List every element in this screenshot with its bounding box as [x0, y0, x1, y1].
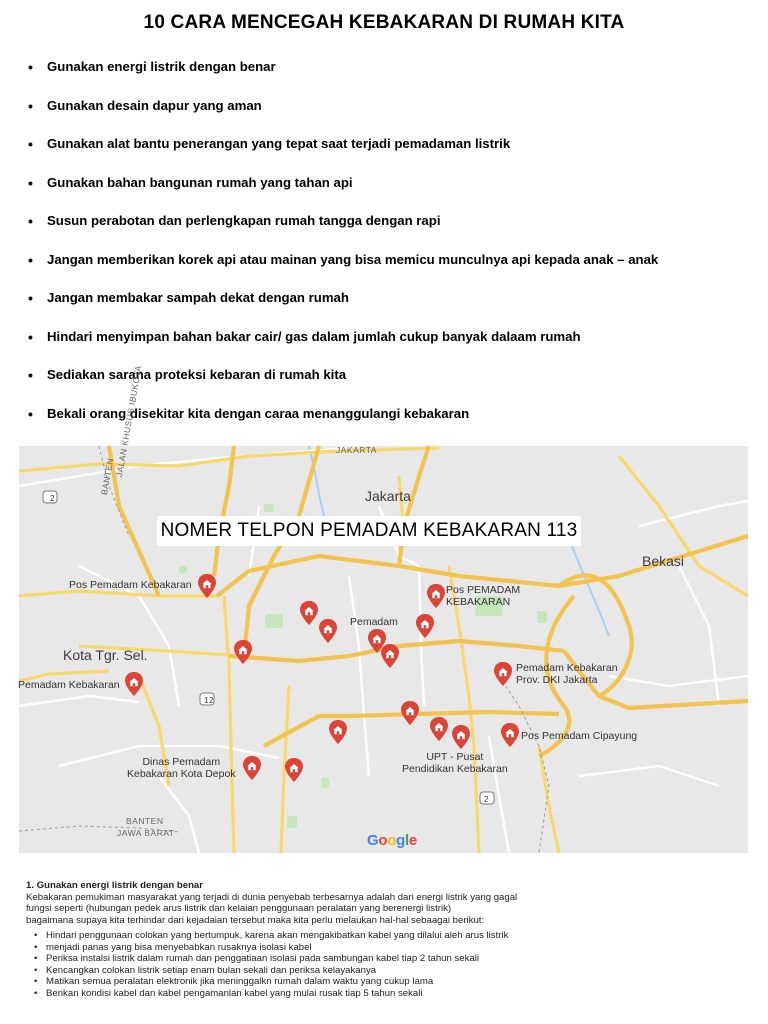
route-shield-label: 2	[50, 494, 55, 503]
bullet-item: • Berikan kondisi kabel dan kabel pengamanlan kabel yang mulai rusak tiap 5 tahun sekali	[34, 988, 746, 1000]
fire-station-pin-icon[interactable]	[198, 574, 216, 598]
place-label[interactable]: Pemadam	[350, 616, 398, 628]
fire-station-pin-icon[interactable]	[243, 756, 261, 780]
bullet-item: • menjadi panas yang bisa menyebabkan rusaknya isolasi kabel	[34, 942, 746, 954]
tip-item: • Sediakan sarana proteksi kebaran di rumah kita	[28, 365, 748, 404]
tip-item: • Gunakan bahan bangunan rumah yang tahan api	[28, 173, 748, 212]
bullet-list	[26, 930, 746, 999]
bullet-item: • Hindari penggunaan colokan yang bertumpuk, karena akan mengakibatkan kabel yang dilalui aleh arus listrik	[34, 930, 746, 942]
bullet-item: • Periksa instalsi listrik dalam rumah dan penggatiaan isolasi pada sambungan kabel tiap 2 tahun sekali	[34, 953, 746, 965]
tip-item: • Jangan membakar sampah dekat dengan rumah	[28, 288, 748, 327]
place-label[interactable]: Pos Pemadam Cipayung	[521, 730, 638, 742]
place-label[interactable]: UPT - Pusat Pendidikan Kebakaran	[402, 751, 508, 775]
place-label[interactable]: Pos Pemadam Kebakaran	[69, 579, 192, 591]
fire-station-pin-icon[interactable]	[125, 672, 143, 696]
place-label[interactable]: Dinas Pemadam Kebakaran Kota Depok	[127, 756, 236, 780]
fire-station-pin-icon[interactable]	[430, 717, 448, 741]
tip-item: • Jangan memberikan korek api atau mainan yang bisa memicu munculnya api kepada anak – anak	[28, 250, 748, 289]
section-heading: 1. Gunakan energi listrik dengan benar	[26, 880, 204, 891]
tip-item: • Gunakan energi listrik dengan benar	[28, 57, 748, 96]
tip-item: • Gunakan alat bantu penerangan yang tepat saat terjadi pemadaman listrik	[28, 134, 748, 173]
fire-station-pin-icon[interactable]	[319, 619, 337, 643]
page-title: 10 CARA MENCEGAH KEBAKARAN DI RUMAH KITA	[143, 12, 625, 33]
region-label: BANTEN	[99, 457, 116, 496]
fire-station-pin-icon[interactable]	[381, 644, 399, 668]
paragraph: fungsi seperti (hubungan pedek arus listrik dan kelaian penggunaan peralatan yang berenergi listrik)	[26, 903, 452, 914]
fire-station-pin-icon[interactable]	[401, 701, 419, 725]
place-label[interactable]: Pemadam Kebakaran	[18, 679, 120, 691]
place-label[interactable]: Pemadam Kebakaran Prov. DKI Jakarta	[516, 662, 618, 686]
fire-station-pin-icon[interactable]	[329, 720, 347, 744]
fire-station-pin-icon[interactable]	[452, 725, 470, 749]
city-label-jakarta: Jakarta	[365, 488, 411, 504]
document-excerpt	[26, 880, 746, 999]
place-label[interactable]: Pos PEMADAM KEBAKARAN	[446, 584, 521, 608]
bullet-item: • Kencangkan colokan listrik setiap enam bulan sekali dan periksa kelayakanya	[34, 965, 746, 977]
fire-station-pin-icon[interactable]	[234, 640, 252, 664]
route-shield-label: 12	[204, 696, 214, 705]
tip-item: • Gunakan desain dapur yang aman	[28, 96, 748, 135]
fire-station-pin-icon[interactable]	[427, 584, 445, 608]
route-shield-label: 2	[484, 795, 489, 804]
google-logo: Google	[367, 832, 417, 849]
hotline-banner: NOMER TELPON PEMADAM KEBAKARAN 113	[157, 516, 581, 546]
paragraph: Kebakaran pemukiman masyarakat yang terjadi di dunia penyebab terbesarnya adalah dari energi listrik yang gagal	[26, 891, 518, 903]
city-label-tangerang: Kota Tgr. Sel.	[63, 647, 148, 663]
region-label: BANTEN	[126, 816, 164, 826]
tip-item: • Hindari menyimpan bahan bakar cair/ gas dalam jumlah cukup banyak dalaam rumah	[28, 327, 748, 366]
fire-station-pin-icon[interactable]	[494, 662, 512, 686]
fire-station-pin-icon[interactable]	[285, 758, 303, 782]
fire-station-pin-icon[interactable]	[501, 723, 519, 747]
paragraph: bagaimana supaya kita terhindar dari kejadaian tersebut maka kita perlu melaukan hal-hal sebaagai berikut:	[26, 914, 485, 926]
bullet-item: • Matikan semua peralatan elektronik jika meninggalkn rumah dalam waktu yang cukup lama	[34, 976, 746, 988]
region-label: JAWA BARAT	[117, 828, 175, 838]
fire-station-pin-icon[interactable]	[416, 614, 434, 638]
region-label: JAKARTA	[336, 445, 377, 455]
fire-station-pin-icon[interactable]	[300, 601, 318, 625]
tip-item: • Susun perabotan dan perlengkapan rumah tangga dengan rapi	[28, 211, 748, 250]
city-label-bekasi: Bekasi	[642, 553, 685, 569]
road-label: JALAN KHUSUS IBUKOTA	[114, 364, 144, 478]
tip-item: • Bekali orang disekitar kita dengan caraa menanggulangi kebakaran	[28, 404, 748, 443]
